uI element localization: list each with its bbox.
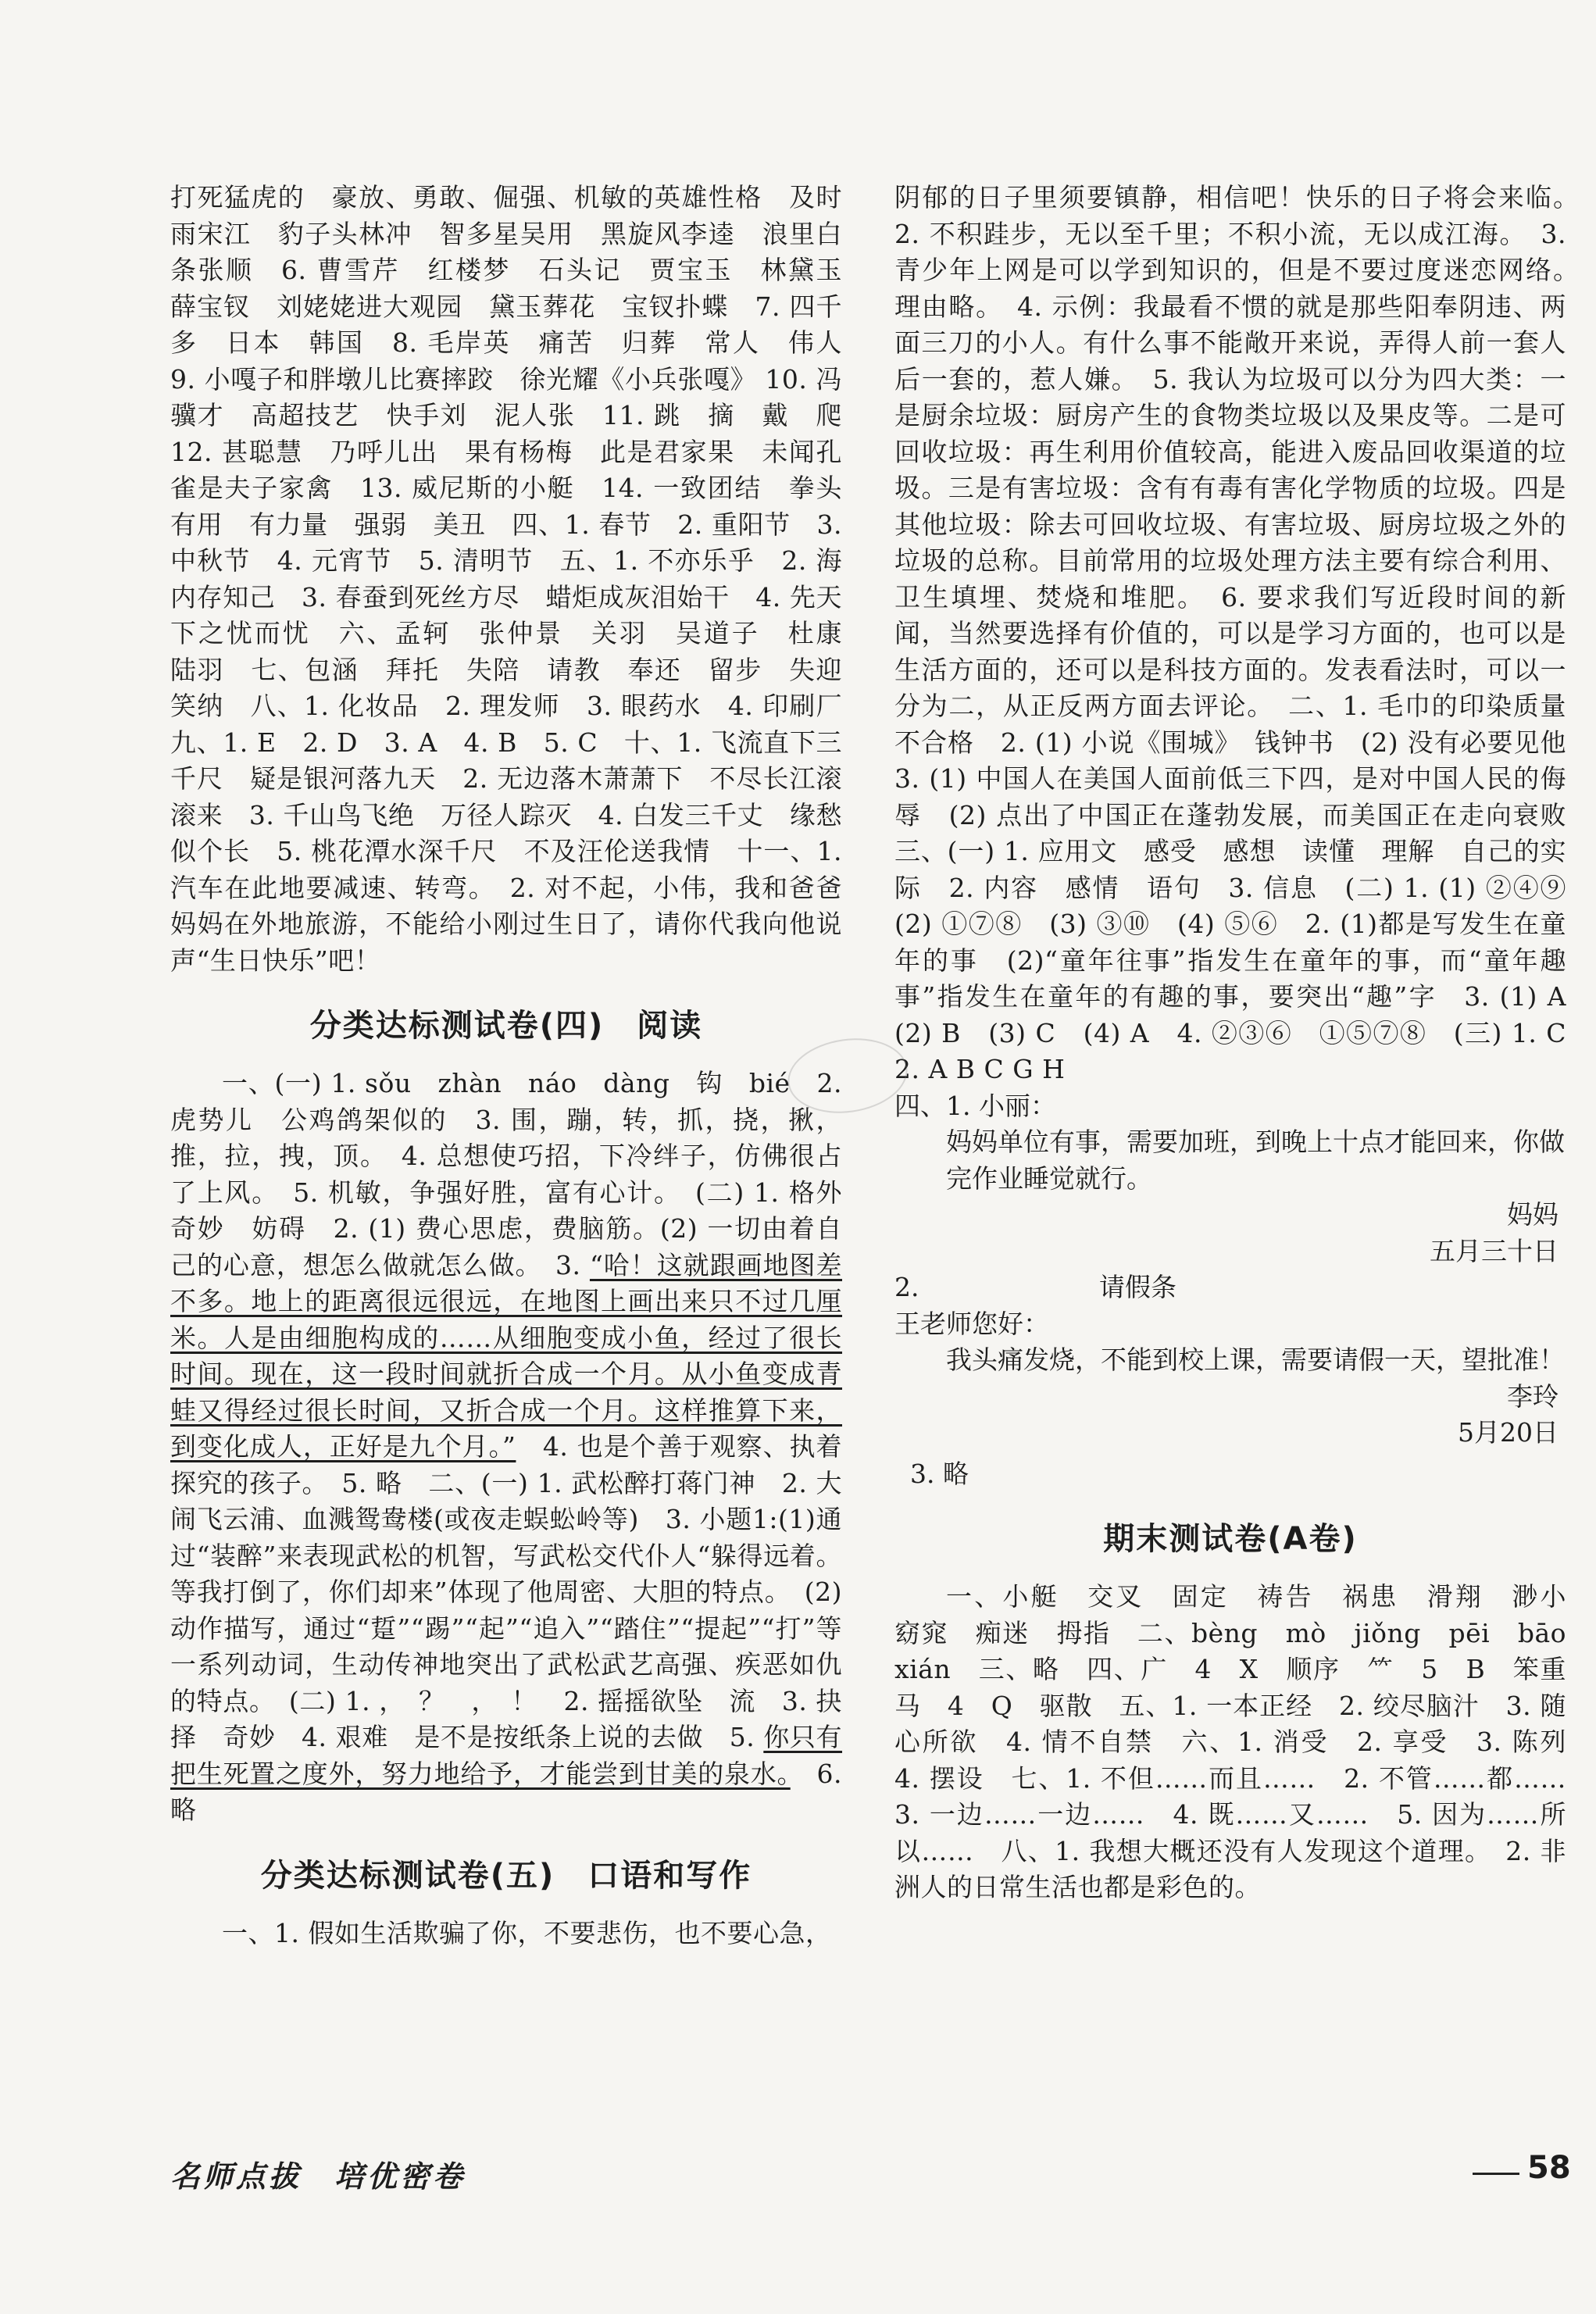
leave-note-title: 请假条 (1099, 1272, 1176, 1302)
footer-brand: 名师点拔 培优密卷 (170, 2159, 466, 2194)
answer-block: 一、小艇 交叉 固定 祷告 祸患 滑翔 渺小 窈窕 痴迷 拇指 二、bèng mò jiǒng pēi bāo xián 三、略 四、广 4 X 顺序 ⺮ 5 B 笨重 马 4 Q 驱散 五、1. 一本正经 2. 绞尽脑汁 3. 随心所欲 4. 情不自禁 六、1. 消受 2. 享受 3. 陈列 4. 摆设 七、1. 不但……而且…… 2. 不管……都…… 3. 一边……一边…… 4. 既……又…… 5. 因为……所以…… 八、1. 我想大概还没有人发现这个道理。 2. 非洲人的日常生活也都是彩色的。 (894, 1581, 1593, 1902)
answer-block: 打死猛虎的 豪放、勇敢、倔强、机敏的英雄性格 及时雨宋江 豹子头林冲 智多星吴用 黑旋风李逵 浪里白条张顺 6. 曹雪芹 红楼梦 石头记 贾宝玉 林黛玉 薛宝钗 刘姥姥进大观园 黛玉葬花 宝钗扑蝶 7. 四千多 日本 韩国 8. 毛岸英 痛苦 归葬 常人 伟人 9. 小嘎子和胖墩儿比赛摔跤 徐光耀《小兵张嘎》 10. 冯骥才 高超技艺 快手刘 泥人张 11. 跳 摘 戴 爬 12. 甚聪慧 乃呼儿出 果有杨梅 此是君家果 未闻孔雀是夫子家禽 13. 威尼斯的小艇 14. 一致团结 拳头 有用 有力量 强弱 美丑 四、1. 春节 2. 重阳节 3. 中秋节 4. 元宵节 5. 清明节 五、1. 不亦乐乎 2. 海内存知己 3. 春蚕到死丝方尽 蜡炬成灰泪始干 4. 先天下之忧而忧 六、孟轲 张仲景 关羽 吴道子 杜康 陆羽 七、包涵 拜托 失陪 请教 奉还 留步 失迎 笑纳 八、1. 化妆品 2. 理发师 3. 眼药水 4. 印刷厂 九、1. E 2. D 3. A 4. B 5. C 十、1. 飞流直下三千尺 疑是银河落九天 2. 无边落木萧萧下 不尽长江滚滚来 3. 千山鸟飞绝 万径人踪灭 4. 白发三千丈 缘愁似个长 5. 桃花潭水深千尺 不及汪伦送我情 十一、1. 汽车在此地要减速、转弯。 2. 对不起，小伟，我和爸爸妈妈在外地旅游，不能给小刚过生日了，请你代我向他说声“生日快乐”吧！ (170, 182, 869, 976)
section-heading-reading: 分类达标测试卷(四) 阅读 (309, 1008, 703, 1044)
answer-block: 阴郁的日子里须要镇静，相信吧！快乐的日子将会来临。 2. 不积跬步，无以至千里；不积小流，无以成江海。 3. 青少年上网是可以学到知识的，但是不要过度迷恋网络。 理由略。 4. 示例：我最看不惯的就是那些阳奉阴违、两面三刀的小人。有什么事不能敞开来说，弄得人前一套人后一套的，惹人嫌。 5. 我认为垃圾可以分为四大类：一是厨余垃圾：厨房产生的食物类垃圾以及果皮等。二是可回收垃圾：再生利用价值较高，能进入废品回收渠道的垃圾。三是有害垃圾：含有有毒有害化学物质的垃圾。四是其他垃圾：除去可回收垃圾、有害垃圾、厨房垃圾之外的垃圾的总称。目前常用的垃圾处理方法主要有综合利用、卫生填埋、焚烧和堆肥。 6. 要求我们写近段时间的新闻，当然要选择有价值的，可以是学习方面的，也可以是生活方面的，还可以是科技方面的。发表看法时，可以一分为二，从正反两方面去评论。 二、1. 毛巾的印染质量不合格 2. (1) 小说《围城》 钱钟书 (2) 没有必要见他 3. (1) 中国人在美国人面前低三下四，是对中国人民的侮辱 (2) 点出了中国正在蓬勃发展，而美国正在走向衰败 三、(一) 1. 应用文 感受 感想 读懂 理解 自己的实际 2. 内容 感情 语句 3. 信息 (二) 1. (1) ②④⑨ (2) ①⑦⑧ (3) ③⑩ (4) ⑤⑥ 2. (1)都是写发生在童年的事 (2)“童年往事”指发生在童年的事，而“童年趣事”指发生在童年的有趣的事，要突出“趣”字 3. (1) A (2) B (3) C (4) A 4. ②③⑥ ①⑤⑦⑧ (三) 1. C 2. A B C G H (894, 182, 1593, 1084)
note-body: 我头痛发烧，不能到校上课，需要请假一天，望批准！ (946, 1344, 1565, 1375)
left-column (170, 180, 869, 1952)
footer-divider (1473, 2173, 1519, 2175)
note-signature: 李玲 (1507, 1380, 1559, 1412)
note-label: 四、1. 小丽： (894, 1090, 1056, 1121)
underlined-answer: “哈！这就跟画地图差不多。地上的距离很远很远，在地图上画出来只不过几厘米。人是由细胞构成的……从细胞变成小鱼，经过了很长时间。现在，这一段时间就折合成一个月。从小鱼变成青蛙又得经过很长时间，又折合成一个月。这样推算下来，到变化成人，正好是九个月。” (170, 1249, 842, 1462)
section-heading-final-exam: 期末测试卷(A卷) (1103, 1521, 1358, 1557)
note-greeting: 王老师您好： (894, 1308, 1049, 1339)
answer-text: 一、(一) 1. sǒu zhàn náo dàng 钩 bié 2. 虎势儿 公鸡鸽架似的 3. 围，蹦，转，抓，挠，揪，推，拉，拽，顶。 4. 总想使巧招，下冷绊子，仿佛很占了上风。 5. 机敏，争强好胜，富有心计。 (二) 1. 格外 奇妙 妨碍 2. (1) 费心思虑，费脑筋。(2) 一切由着自己的心意，想怎么做就怎么做。 3. (170, 1068, 869, 1280)
note-date: 五月三十日 (1430, 1235, 1559, 1266)
underlined-answer: 你只有把生死置之度外，努力地给予，才能尝到甘美的泉水。 (170, 1722, 843, 1789)
answer-text: 6. 略 (170, 1758, 842, 1825)
answer-item: 3. 略 (910, 1458, 969, 1489)
answer-block (170, 1066, 869, 1829)
leave-note-header (894, 1269, 1566, 1306)
section-heading-writing: 分类达标测试卷(五) 口语和写作 (260, 1857, 752, 1894)
note-signature: 妈妈 (1507, 1199, 1559, 1230)
note-date: 5月20日 (1458, 1417, 1559, 1448)
note-label: 2. (894, 1272, 919, 1302)
answer-block: 一、1. 假如生活欺骗了你，不要悲伤，也不要心急， (222, 1917, 832, 1948)
note-body: 妈妈单位有事，需要加班，到晚上十点才能回来，你做完作业睡觉就行。 (946, 1127, 1565, 1194)
answer-text: 4. 也是个善于观察、执着探究的孩子。 5. 略 二、(一) 1. 武松醉打蒋门神 2. 大闹飞云浦、血溅鸳鸯楼(或夜走蜈蚣岭等) 3. 小题1:(1)通过“装醉”来表现武松的机智，写武松交代仆人“躲得远着。等我打倒了，你们却来”体现了他周密、大胆的特点。 (2)动作描写，通过“踅”“踢”“起”“追入”“踏住”“提起”“打”等一系列动词，生动传神地突出了武松武艺高强、疾恶如仇的特点。 (二) 1. ， ？ ， ！ 2. 摇摇欲坠 流 3. 抉择 奇妙 4. 艰难 是不是按纸条上说的去做 5. (170, 1431, 843, 1752)
right-column (894, 180, 1593, 1906)
page-number: 58 (1527, 2150, 1571, 2186)
